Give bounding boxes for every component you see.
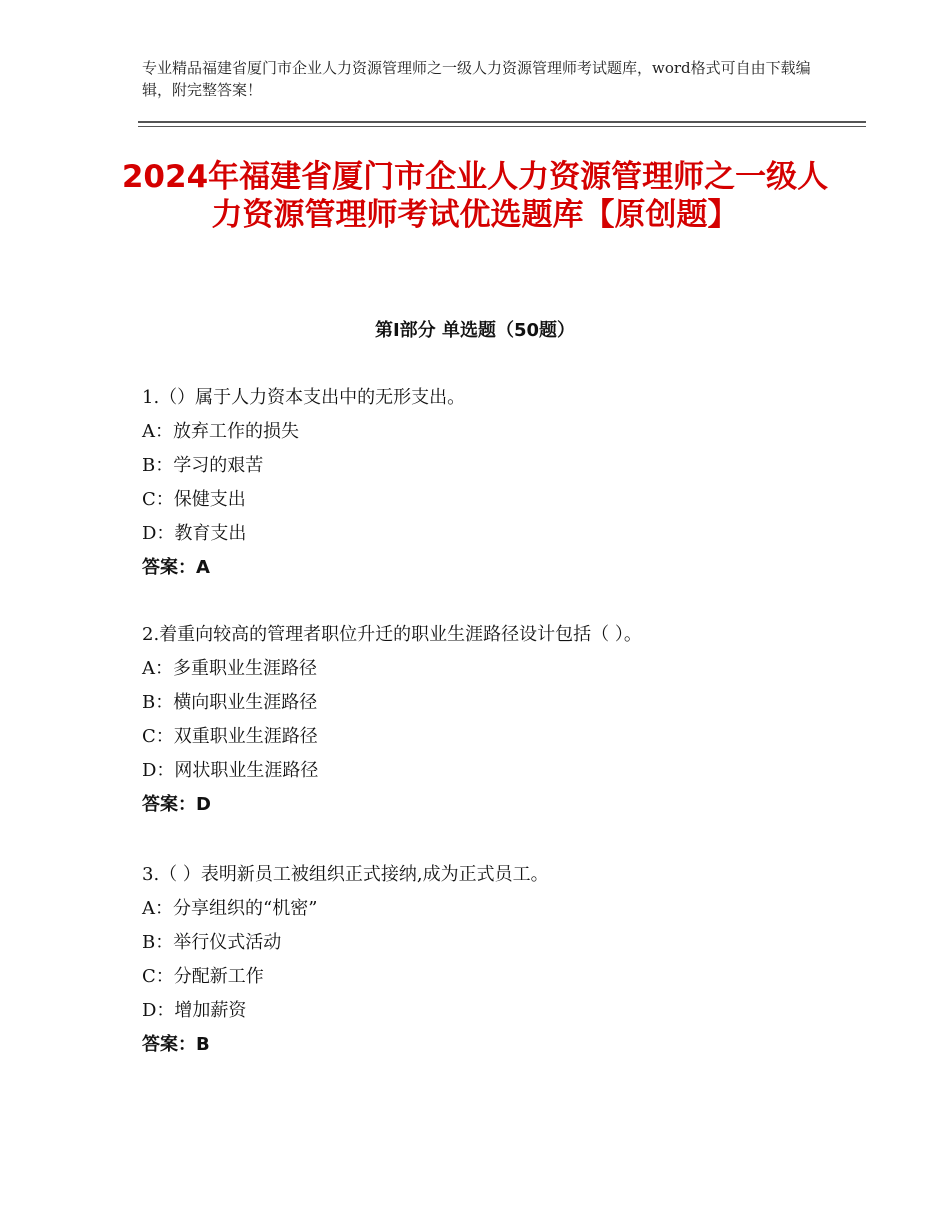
- option-d: D：增加薪资: [142, 1000, 247, 1021]
- answer-line: 答案：A: [142, 557, 210, 578]
- option-d: D：教育支出: [142, 523, 247, 544]
- header-note: 专业精品福建省厦门市企业人力资源管理师之一级人力资源管理师考试题库，word格式可自由下载编辑，附完整答案！: [142, 59, 811, 99]
- option-d: D：网状职业生涯路径: [142, 760, 319, 781]
- option-b: B：学习的艰苦: [142, 455, 264, 476]
- answer-line: 答案：D: [142, 794, 211, 815]
- document-title: 2024年福建省厦门市企业人力资源管理师之一级人力资源管理师考试优选题库【原创题】: [121, 159, 829, 233]
- option-a: A：分享组织的“机密”: [142, 898, 318, 919]
- question-3: [142, 858, 842, 1062]
- option-c: C：保健支出: [142, 489, 246, 510]
- answer-line: 答案：B: [142, 1034, 210, 1055]
- question-stem: 3.（ ）表明新员工被组织正式接纳,成为正式员工。: [142, 864, 549, 885]
- header-rule-thick: [138, 121, 866, 123]
- option-c: C：分配新工作: [142, 966, 264, 987]
- option-b: B：举行仪式活动: [142, 932, 282, 953]
- question-2: [142, 618, 842, 822]
- option-b: B：横向职业生涯路径: [142, 692, 318, 713]
- option-a: A：放弃工作的损失: [142, 421, 299, 442]
- option-c: C：双重职业生涯路径: [142, 726, 318, 747]
- question-1: [142, 381, 842, 585]
- question-stem: 2.着重向较高的管理者职位升迁的职业生涯路径设计包括（ ）。: [142, 624, 642, 645]
- header-rule-thin: [138, 126, 866, 127]
- option-a: A：多重职业生涯路径: [142, 658, 317, 679]
- question-stem: 1.（）属于人力资本支出中的无形支出。: [142, 387, 466, 408]
- section-heading: 第Ⅰ部分 单选题（50题）: [374, 320, 575, 341]
